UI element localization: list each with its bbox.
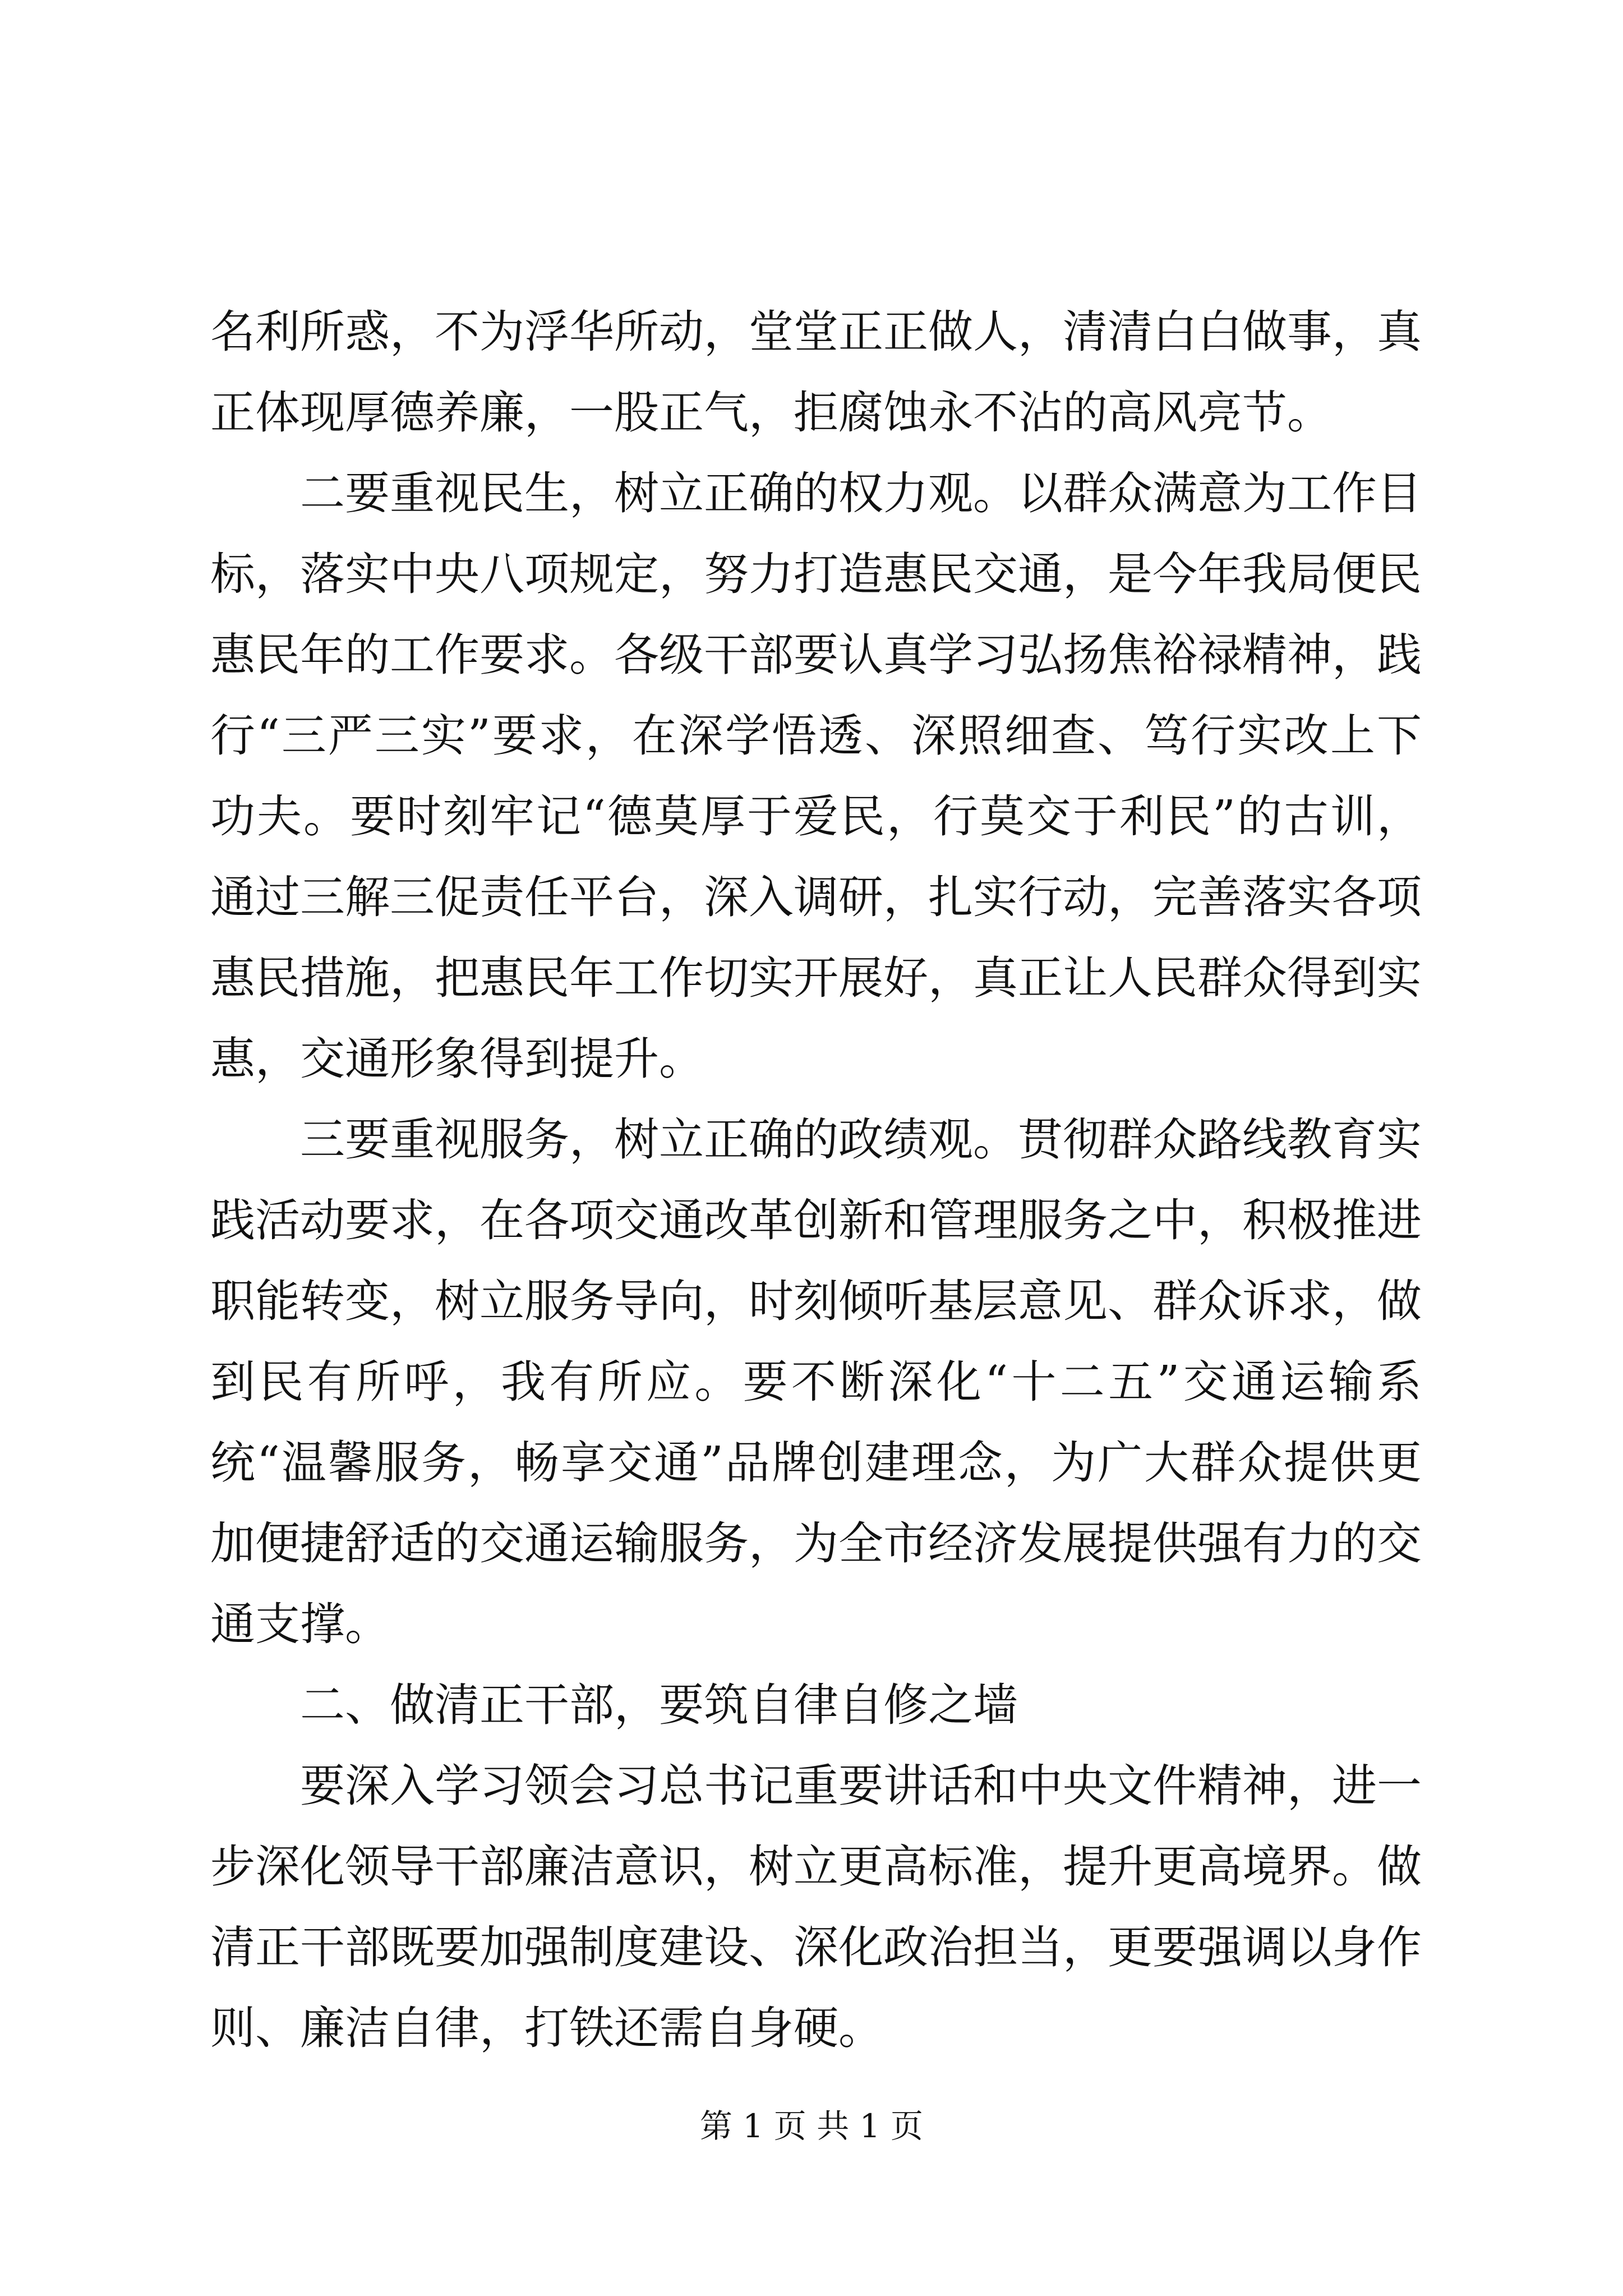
paragraph-self-discipline: 要深入学习领会习总书记重要讲话和中央文件精神，进一步深化领导干部廉洁意识，树立更高标准，提升更高境界。做清正干部既要加强制度建设、深化政治担当，更要强调以身作则、廉洁自律，打铁还需自身硬。 — [210, 1760, 1422, 2054]
paragraph-service: 三要重视服务，树立正确的政绩观。贯彻群众路线教育实践活动要求，在各项交通改革创新和管理服务之中，积极推进职能转变，树立服务导向，时刻倾听基层意见、群众诉求，做到民有所呼，我有所应。要不断深化“十二五”交通运输系统“温馨服务，畅享交通”品牌创建理念，为广大群众提供更加便捷舒适的交通运输服务，为全市经济发展提供强有力的交通支撑。 — [210, 1114, 1422, 1650]
paragraph-continuation: 名利所惑，不为浮华所动，堂堂正正做人，清清白白做事，真正体现厚德养廉，一股正气，拒腐蚀永不沾的高风亮节。 — [210, 306, 1422, 439]
section-heading: 二、做清正干部，要筑自律自修之墙 — [300, 1679, 1018, 1731]
paragraph-livelihood: 二要重视民生，树立正确的权力观。以群众满意为工作目标，落实中央八项规定，努力打造惠民交通，是今年我局便民惠民年的工作要求。各级干部要认真学习弘扬焦裕禄精神，践行“三严三实”要求，在深学悟透、深照细查、笃行实改上下功夫。要时刻牢记“德莫厚于爱民，行莫交于利民”的古训，通过三解三促责任平台，深入调研，扎实行动，完善落实各项惠民措施，把惠民年工作切实开展好，真正让人民群众得到实惠，交通形象得到提升。 — [210, 467, 1422, 1085]
document-body — [210, 292, 1422, 2069]
page-number-footer: 第 1 页 共 1 页 — [700, 2107, 923, 2145]
